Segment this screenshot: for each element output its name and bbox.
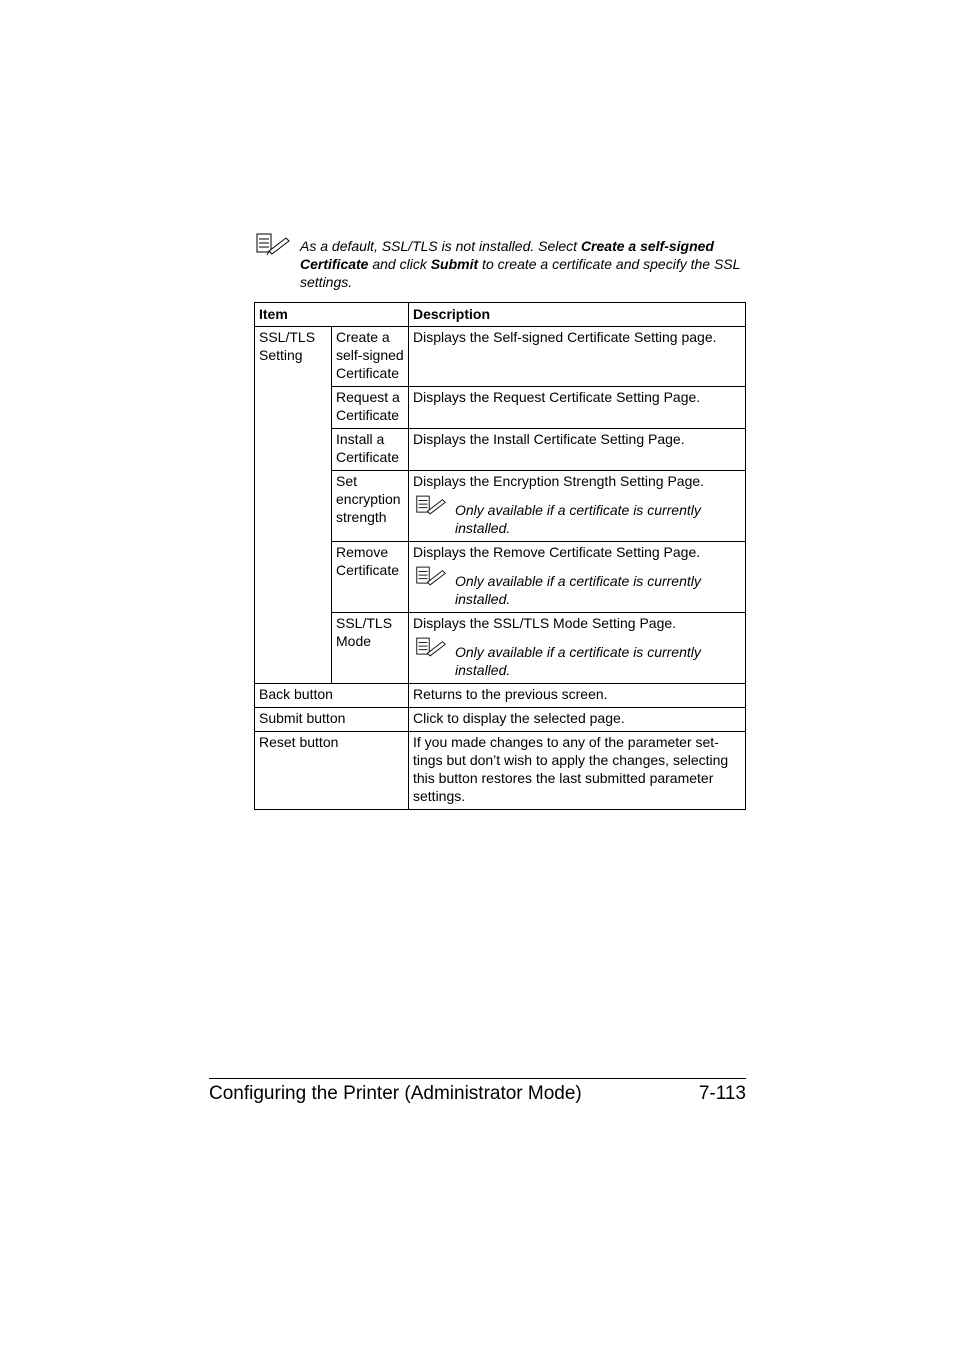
row-description: Displays the Install Certificate Setting Page.	[409, 429, 746, 471]
availability-note-text: Only available if a certificate is currently installed.	[455, 644, 701, 678]
submit-term: Submit	[430, 256, 479, 272]
table-row	[255, 327, 746, 387]
table-row	[255, 708, 746, 732]
row-item: Remove Certificate	[332, 542, 409, 613]
availability-note	[413, 563, 741, 608]
group-label-ssl-tls-setting: SSL/TLS Setting	[255, 327, 332, 684]
availability-note-text: Only available if a certificate is currently installed.	[455, 502, 701, 536]
page-number: 7-113	[698, 1083, 746, 1104]
footer-title: Configuring the Printer (Administrator Mode)	[209, 1083, 582, 1104]
header-description: Description	[409, 303, 746, 327]
availability-note	[413, 492, 741, 537]
table-row	[255, 684, 746, 708]
note-pencil-icon	[415, 565, 447, 587]
row-item: Submit button	[255, 708, 409, 732]
row-description: Displays the Self-signed Certificate Setting page.	[409, 327, 746, 387]
footer-divider	[209, 1078, 746, 1079]
header-item: Item	[255, 303, 409, 327]
table-header-row	[255, 303, 746, 327]
note-pencil-icon	[415, 636, 447, 658]
row-description: Click to display the selected page.	[409, 708, 746, 732]
note-pencil-icon	[415, 494, 447, 516]
row-item: Install a Certificate	[332, 429, 409, 471]
row-item: SSL/TLS Mode	[332, 613, 409, 684]
ssl-settings-table	[254, 302, 746, 810]
intro-note-text: As a default, SSL/TLS is not installed. Select Create a self-signed Certificate and click Submit to create a certificate and specify the SSL settings.	[300, 238, 741, 290]
availability-note-text: Only available if a certificate is currently installed.	[455, 573, 701, 607]
intro-note	[255, 232, 747, 291]
row-item: Reset button	[255, 732, 409, 810]
row-item: Request a Certificate	[332, 387, 409, 429]
row-description: If you made changes to any of the parameter set-tings but don’t wish to apply the changes, selecting this button restores the last submitted parameter settings.	[409, 732, 746, 810]
availability-note	[413, 634, 741, 679]
create-certificate-term: Create a self-signed Certificate	[300, 238, 714, 272]
table-row	[255, 732, 746, 810]
row-item: Set encryption strength	[332, 471, 409, 542]
row-description: Displays the SSL/TLS Mode Setting Page. Only available if a certificate is currently installed.	[409, 613, 746, 684]
row-description: Displays the Remove Certificate Setting Page. Only available if a certificate is currently installed.	[409, 542, 746, 613]
note-pencil-icon	[255, 232, 291, 256]
row-description: Displays the Encryption Strength Setting Page. Only available if a certificate is currently installed.	[409, 471, 746, 542]
row-description: Returns to the previous screen.	[409, 684, 746, 708]
row-item: Back button	[255, 684, 409, 708]
row-item: Create a self-signed Certificate	[332, 327, 409, 387]
row-description: Displays the Request Certificate Setting Page.	[409, 387, 746, 429]
